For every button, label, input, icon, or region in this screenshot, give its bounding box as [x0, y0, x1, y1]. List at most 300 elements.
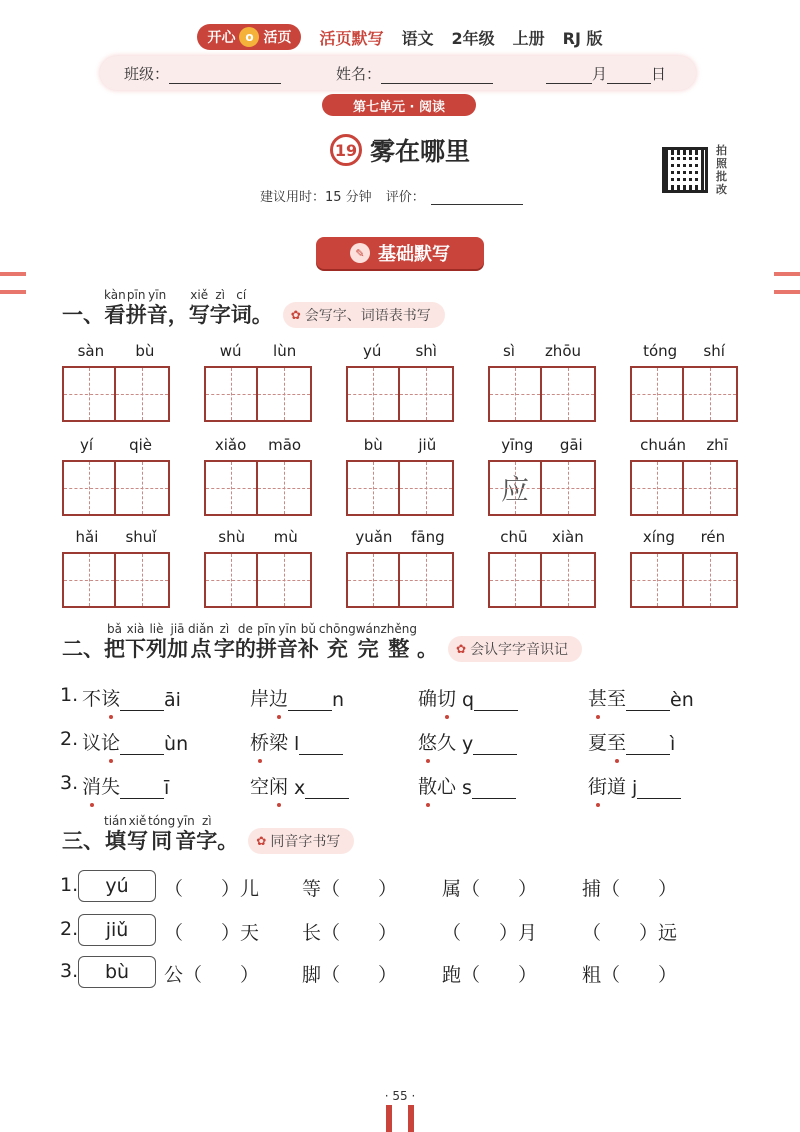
writing-box[interactable] [632, 368, 684, 420]
q2-title-char [214, 622, 235, 662]
q2-dotted-char: 桥 [250, 728, 269, 755]
q1-title-hanzi: 音 [146, 303, 168, 327]
word-pinyin [488, 432, 596, 454]
writing-box[interactable] [490, 368, 542, 420]
writing-box[interactable] [206, 462, 258, 514]
q1-title-char [104, 288, 126, 328]
q3-title-hanzi: 字 [196, 829, 218, 853]
q2-pinyin-hint: s [462, 777, 472, 799]
writing-box[interactable] [348, 368, 400, 420]
pinyin-syllable: yīng [501, 436, 534, 454]
q2-title-hanzi: 补 [297, 637, 319, 661]
section-banner [316, 237, 484, 269]
pencil-icon: ✎ [350, 243, 370, 263]
q2-item [418, 728, 517, 755]
tag-dot-icon: ✿ [290, 308, 301, 322]
writing-box[interactable] [400, 368, 452, 420]
tianzige-boxes [62, 366, 170, 422]
q2-title-hanzi: 的 [234, 637, 256, 661]
binding-mark-right [408, 1105, 414, 1132]
pinyin-syllable: lùn [273, 342, 297, 360]
word-pinyin [204, 432, 312, 454]
q2-pinyin-hint: āi [164, 689, 181, 711]
word-pinyin [204, 338, 312, 360]
q3-row-number: 3. [60, 960, 79, 982]
pinyin-syllable: xíng [642, 528, 675, 546]
q1-title-pinyin: zì [215, 288, 226, 302]
writing-box[interactable] [684, 368, 736, 420]
eval-label: 评价： [385, 190, 425, 205]
q2-title-pinyin: jiā [170, 622, 185, 636]
writing-box[interactable] [206, 554, 258, 606]
q2-dotted-char: 切 [437, 684, 456, 711]
q2-pinyin-hint: j [632, 777, 638, 799]
q2-dotted-char: 散 [418, 772, 437, 799]
pinyin-syllable: sàn [77, 342, 105, 360]
pinyin-syllable: shuǐ [125, 528, 157, 546]
edition: RJ 版 [562, 28, 603, 48]
q1-title-pinyin: cí [236, 288, 247, 302]
q1-title-char [189, 288, 210, 328]
word-cell-group [204, 432, 312, 516]
q2-dotted-char: 甚 [588, 684, 607, 711]
q2-title [62, 622, 438, 662]
q2-title-pinyin: bǎ [107, 622, 122, 636]
writing-box[interactable] [64, 462, 116, 514]
q2-title-char [256, 622, 277, 662]
pinyin-syllable: qiè [129, 436, 152, 454]
class-input[interactable] [169, 66, 281, 84]
q3-tag [248, 828, 354, 854]
pinyin-syllable: shì [415, 342, 437, 360]
pinyin-syllable: gāi [559, 436, 583, 454]
word-cell-group [346, 338, 454, 422]
q1-title-char [210, 288, 231, 328]
word-pinyin [630, 524, 738, 546]
time-eval [260, 186, 523, 205]
q2-answer-blank[interactable] [473, 735, 517, 755]
q2-title-pinyin: wán [355, 622, 381, 636]
q2-char: 空 [250, 776, 270, 798]
word-pinyin [346, 524, 454, 546]
q2-char: 不 [82, 688, 102, 710]
q3-fill-item[interactable]: 等（ ） [302, 878, 398, 900]
q2-pinyin-hint: x [294, 777, 306, 799]
left-margin-mark [0, 272, 26, 294]
q2-answer-blank[interactable] [472, 779, 516, 799]
writing-box[interactable] [684, 554, 736, 606]
pinyin-syllable: jiǔ [418, 436, 437, 454]
pinyin-syllable: mù [273, 528, 298, 546]
q3-title-hanzi: 同 [151, 829, 173, 853]
pinyin-syllable: shù [218, 528, 246, 546]
name-input[interactable] [381, 66, 493, 84]
writing-box[interactable] [258, 554, 310, 606]
writing-box[interactable] [632, 554, 684, 606]
right-margin-mark [774, 272, 800, 294]
q1-title-hanzi: 看 [104, 303, 126, 327]
word-cell-group [630, 432, 738, 516]
tianzige-boxes [204, 460, 312, 516]
q2-title-char [146, 622, 167, 662]
q3-row-number: 2. [60, 918, 79, 940]
q2-row [60, 680, 740, 712]
eval-input[interactable] [431, 187, 523, 205]
page-number: · 55 · [384, 1089, 416, 1103]
q2-dotted-char: 该 [101, 684, 120, 711]
q2-item [588, 728, 675, 755]
q2-item [418, 772, 516, 799]
q2-title-pinyin: xià [126, 622, 145, 636]
q3-row-number: 1. [60, 874, 79, 896]
q2-pinyin-hint: ī [164, 777, 170, 799]
writing-box[interactable] [258, 462, 310, 514]
series-name: 活页默写 [319, 28, 384, 48]
q1-title-pinyin: yīn [148, 288, 167, 302]
word-pinyin [630, 338, 738, 360]
q2-item [588, 772, 681, 799]
q2-title-pinyin: bǔ [300, 622, 317, 636]
q3-prefix: 三、 [62, 829, 104, 853]
q2-pinyin-hint: ùn [164, 733, 189, 755]
q2-char: 确 [418, 688, 438, 710]
writing-box[interactable] [490, 554, 542, 606]
section-title: 基础默写 [378, 244, 450, 265]
word-pinyin [630, 432, 738, 454]
q1-title-char [168, 288, 189, 328]
q2-char: 梁 [269, 732, 289, 754]
q2-dotted-char: 边 [269, 684, 288, 711]
writing-box[interactable] [258, 368, 310, 420]
q2-answer-blank[interactable] [120, 691, 164, 711]
word-cell-group [62, 338, 170, 422]
q2-answer-blank[interactable] [288, 691, 332, 711]
word-cell-group [62, 524, 170, 608]
q2-dotted-char: 街 [588, 772, 607, 799]
pinyin-syllable: māo [268, 436, 302, 454]
q3-fill-item[interactable]: 粗（ ） [582, 964, 678, 986]
q3-fill-item[interactable]: 公（ ） [164, 964, 260, 986]
tianzige-boxes [630, 460, 738, 516]
grade: 2年级 [451, 28, 495, 48]
writing-box[interactable] [206, 368, 258, 420]
q1-title-pinyin: kàn [104, 288, 126, 302]
page-header [0, 22, 800, 52]
q1-title-hanzi: ， [167, 303, 189, 327]
day-input[interactable] [607, 66, 651, 84]
class-label: 班级： [124, 64, 170, 83]
q2-title-char [380, 622, 417, 662]
word-pinyin [62, 524, 170, 546]
q3-fill-item[interactable]: 长（ ） [302, 922, 398, 944]
q3-pinyin-box: bù [78, 956, 156, 988]
date-field [546, 63, 666, 84]
q3-title-pinyin: yīn [176, 814, 195, 828]
q2-title-pinyin: chōng [318, 622, 356, 636]
pinyin-syllable: yuǎn [355, 528, 393, 546]
q2-title-char [167, 622, 188, 662]
q3-title-pinyin: tóng [148, 814, 176, 828]
q3-row [60, 956, 740, 990]
pinyin-syllable: chuán [640, 436, 687, 454]
q2-answer-blank[interactable] [637, 779, 681, 799]
q1-title-char [231, 288, 252, 328]
writing-box[interactable] [684, 462, 736, 514]
q2-title-hanzi: 完 [357, 637, 379, 661]
pinyin-syllable: zhōu [544, 342, 582, 360]
q3-heading [62, 814, 354, 854]
tag-dot-icon: ✿ [256, 834, 267, 848]
tag-dot-icon: ✿ [456, 642, 467, 656]
word-cell-group [346, 524, 454, 608]
q2-title-hanzi: 整 [388, 637, 410, 661]
student-info-bar [100, 56, 696, 90]
q2-char: 久 [437, 732, 457, 754]
q2-item [82, 684, 181, 711]
word-cell-group [204, 338, 312, 422]
writing-box[interactable] [116, 554, 168, 606]
q2-title-char [125, 622, 146, 662]
q2-title-pinyin [426, 622, 430, 636]
q3-title-char [148, 814, 175, 854]
q3-title-hanzi: 填 [105, 829, 126, 853]
tianzige-boxes [630, 552, 738, 608]
word-cell-group [204, 524, 312, 608]
pinyin-syllable: bù [363, 436, 383, 454]
q3-title-char [196, 814, 217, 854]
tianzige-boxes [62, 552, 170, 608]
writing-box[interactable] [542, 554, 594, 606]
q2-title-hanzi: 把 [104, 637, 125, 661]
q1-tag-text: 会写字、词语表书写 [304, 308, 431, 324]
q3-title-hanzi: 。 [217, 829, 239, 853]
tianzige-boxes [488, 366, 596, 422]
q2-char: 至 [607, 688, 627, 710]
q1-title-char [147, 288, 168, 328]
word-cell-group [488, 432, 596, 516]
logo-right: 活页 [263, 30, 292, 46]
q2-title-hanzi: 。 [417, 637, 438, 661]
word-pinyin [62, 338, 170, 360]
q2-answer-blank[interactable] [626, 691, 670, 711]
q3-fill-item[interactable]: （ ）远 [582, 922, 678, 944]
pinyin-syllable: bù [135, 342, 155, 360]
q3-fill-item[interactable]: （ ）月 [442, 922, 538, 944]
word-pinyin [204, 524, 312, 546]
q2-heading [62, 622, 582, 662]
writing-box[interactable] [348, 462, 400, 514]
writing-box[interactable] [400, 554, 452, 606]
q3-title-pinyin: xiě [128, 814, 147, 828]
lesson-name: 雾在哪里 [369, 137, 470, 166]
q2-answer-blank[interactable] [299, 735, 343, 755]
q2-answer-blank[interactable] [120, 735, 164, 755]
q2-item [250, 772, 349, 799]
q2-row [60, 724, 740, 756]
writing-box[interactable] [116, 462, 168, 514]
q3-fill-item[interactable]: （ ）儿 [164, 878, 260, 900]
logo-circle-icon: o [239, 27, 259, 47]
tianzige-boxes [488, 552, 596, 608]
writing-box[interactable] [348, 554, 400, 606]
q2-char: 岸 [250, 688, 270, 710]
pinyin-syllable: zhī [706, 436, 728, 454]
q2-title-pinyin: diǎn [188, 622, 214, 636]
volume: 上册 [512, 28, 545, 48]
q2-dotted-char: 论 [101, 728, 120, 755]
pinyin-syllable: chū [500, 528, 528, 546]
class-field [124, 63, 281, 84]
writing-box[interactable] [400, 462, 452, 514]
q3-fill-item[interactable]: 脚（ ） [302, 964, 398, 986]
qr-caption: 拍照批改 [716, 144, 727, 196]
q3-title-char [217, 814, 238, 854]
tianzige-boxes [204, 552, 312, 608]
q2-item [588, 684, 694, 711]
brand-logo [197, 24, 301, 50]
name-label: 姓名： [336, 64, 382, 83]
q3-pinyin-box: yú [78, 870, 156, 902]
q2-tag [448, 636, 582, 662]
q1-title-char [126, 288, 147, 328]
q2-pinyin-hint: q [462, 689, 475, 711]
pinyin-syllable: wú [219, 342, 242, 360]
word-cell-group [346, 432, 454, 516]
lesson-number: 19 [330, 134, 362, 166]
q2-title-hanzi: 充 [326, 637, 348, 661]
q3-title-pinyin: tián [104, 814, 127, 828]
q2-prefix: 二、 [62, 637, 104, 661]
pinyin-syllable: yí [80, 436, 94, 454]
q2-title-hanzi: 列 [146, 637, 167, 661]
q2-item [82, 772, 169, 799]
q2-char: 失 [101, 776, 121, 798]
q2-title-char [298, 622, 319, 662]
word-cell-group [488, 338, 596, 422]
word-pinyin [62, 432, 170, 454]
q2-title-char [235, 622, 256, 662]
q3-pinyin-box: jiǔ [78, 914, 156, 946]
q1-title-hanzi: 拼 [125, 303, 147, 327]
word-cell-group [62, 432, 170, 516]
tianzige-boxes [62, 460, 170, 516]
q1-title-hanzi: 词 [230, 303, 252, 327]
q1-heading [62, 288, 445, 328]
word-pinyin [488, 524, 596, 546]
pinyin-syllable: tóng [643, 342, 678, 360]
q2-tag-text: 会认字字音识记 [470, 642, 569, 658]
q2-pinyin-hint: èn [670, 689, 694, 711]
q2-item [82, 728, 188, 755]
q2-answer-blank[interactable] [120, 779, 164, 799]
q3-title-hanzi: 写 [127, 829, 148, 853]
q2-answer-blank[interactable] [474, 691, 518, 711]
day-label: 日 [651, 64, 667, 83]
writing-box[interactable] [542, 368, 594, 420]
q2-title-hanzi: 点 [190, 637, 212, 661]
word-pinyin [488, 338, 596, 360]
tianzige-boxes [346, 366, 454, 422]
tianzige-boxes [204, 366, 312, 422]
q2-item [250, 728, 343, 755]
q2-char: 夏 [588, 732, 608, 754]
q2-title-hanzi: 加 [167, 637, 188, 661]
writing-box[interactable]: 应 [490, 462, 542, 514]
q2-pinyin-hint: l [294, 733, 300, 755]
pinyin-syllable: xiǎo [214, 436, 247, 454]
q2-title-pinyin: zì [219, 622, 230, 636]
q2-item [250, 684, 344, 711]
q2-title-char [104, 622, 125, 662]
q3-fill-item[interactable]: 属（ ） [442, 878, 538, 900]
q2-dotted-char: 闲 [269, 772, 288, 799]
q2-row-number: 2. [60, 728, 79, 750]
q1-title-pinyin: xiě [190, 288, 209, 302]
q2-answer-blank[interactable] [305, 779, 349, 799]
q1-title-pinyin: pīn [126, 288, 146, 302]
q1-tag [283, 302, 445, 328]
q2-pinyin-hint: y [462, 733, 474, 755]
subject: 语文 [401, 28, 434, 48]
tianzige-boxes [346, 552, 454, 608]
pinyin-syllable: rén [700, 528, 726, 546]
q2-title-pinyin: pīn [257, 622, 276, 636]
writing-box[interactable] [542, 462, 594, 514]
q2-title-hanzi: 音 [276, 637, 298, 661]
q1-title-hanzi: 。 [251, 303, 273, 327]
q2-title-hanzi: 字 [213, 637, 235, 661]
writing-box[interactable] [64, 368, 116, 420]
tianzige-boxes [630, 366, 738, 422]
pinyin-syllable: xiàn [551, 528, 584, 546]
q3-title-char [175, 814, 196, 854]
q1-title-char [252, 288, 273, 328]
q2-dotted-char: 消 [82, 772, 101, 799]
pinyin-syllable: yú [363, 342, 382, 360]
q3-title [62, 814, 238, 854]
q3-title-char [127, 814, 148, 854]
q3-row [60, 870, 740, 904]
word-pinyin [346, 432, 454, 454]
q2-title-char [356, 622, 381, 662]
writing-box[interactable] [632, 462, 684, 514]
writing-box[interactable] [64, 554, 116, 606]
q2-title-pinyin: de [237, 622, 253, 636]
q3-fill-item[interactable]: 捕（ ） [582, 878, 678, 900]
q3-title-pinyin: zì [201, 814, 212, 828]
q3-row [60, 914, 740, 948]
qr-code-icon[interactable] [662, 147, 708, 193]
q2-title-char [417, 622, 438, 662]
q3-fill-item[interactable]: （ ）天 [164, 922, 260, 944]
q3-fill-item[interactable]: 跑（ ） [442, 964, 538, 986]
pinyin-syllable: shí [703, 342, 725, 360]
binding-mark-left [386, 1105, 392, 1132]
q2-title-pinyin: liè [149, 622, 164, 636]
writing-box[interactable] [116, 368, 168, 420]
q2-row-number: 1. [60, 684, 79, 706]
q2-answer-blank[interactable] [626, 735, 670, 755]
q2-row [60, 768, 740, 800]
logo-left: 开心 [207, 30, 236, 46]
q2-dotted-char: 悠 [418, 728, 437, 755]
q2-pinyin-hint: ì [670, 733, 676, 755]
q2-title-hanzi: 拼 [255, 637, 277, 661]
q1-title [62, 288, 273, 328]
month-label: 月 [592, 64, 608, 83]
month-input[interactable] [546, 66, 592, 84]
q3-title-char [104, 814, 127, 854]
